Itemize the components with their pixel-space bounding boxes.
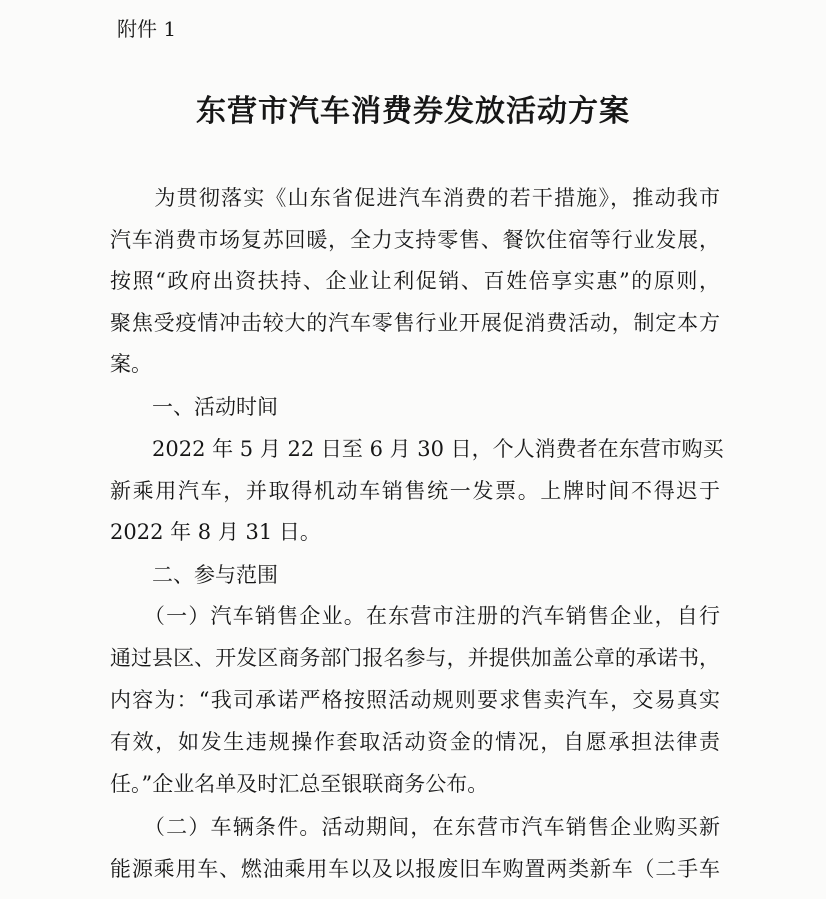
section-heading-activity-time: 一、活动时间 xyxy=(110,395,278,419)
section2-sub1-line: 任。”企业名单及时汇总至银联商务公布。 xyxy=(110,772,489,796)
intro-line: 为贯彻落实《山东省促进汽车消费的若干措施》，推动我市 xyxy=(110,186,720,210)
document-title: 东营市汽车消费券发放活动方案 xyxy=(196,94,630,129)
section2-sub1-line: 有效，如发生违规操作套取活动资金的情况，自愿承担法律责 xyxy=(110,730,720,754)
section1-line: 2022 年 8 月 31 日。 xyxy=(110,520,321,544)
section2-sub2-line: 能源乘用车、燃油乘用车以及以报废旧车购置两类新车（二手车 xyxy=(110,857,720,881)
section2-sub1-line: 通过县区、开发区商务部门报名参与，并提供加盖公章的承诺书， xyxy=(110,646,720,670)
section2-sub1-line: （一）汽车销售企业。在东营市注册的汽车销售企业，自行 xyxy=(110,604,720,628)
section1-line: 2022 年 5 月 22 日至 6 月 30 日，个人消费者在东营市购买 xyxy=(110,437,724,461)
attachment-label: 附件 1 xyxy=(117,17,177,41)
section2-sub1-line: 内容为：“我司承诺严格按照活动规则要求售卖汽车，交易真实 xyxy=(110,688,720,712)
intro-line: 聚焦受疫情冲击较大的汽车零售行业开展促消费活动，制定本方 xyxy=(110,311,720,335)
section-heading-scope: 二、参与范围 xyxy=(110,563,278,587)
intro-line: 案。 xyxy=(110,352,152,376)
intro-line: 按照“政府出资扶持、企业让利促销、百姓倍享实惠”的原则， xyxy=(110,269,720,293)
intro-line: 汽车消费市场复苏回暖，全力支持零售、餐饮住宿等行业发展， xyxy=(110,228,720,252)
section1-line: 新乘用汽车，并取得机动车销售统一发票。上牌时间不得迟于 xyxy=(110,479,720,503)
section2-sub2-line: （二）车辆条件。活动期间，在东营市汽车销售企业购买新 xyxy=(110,815,720,839)
